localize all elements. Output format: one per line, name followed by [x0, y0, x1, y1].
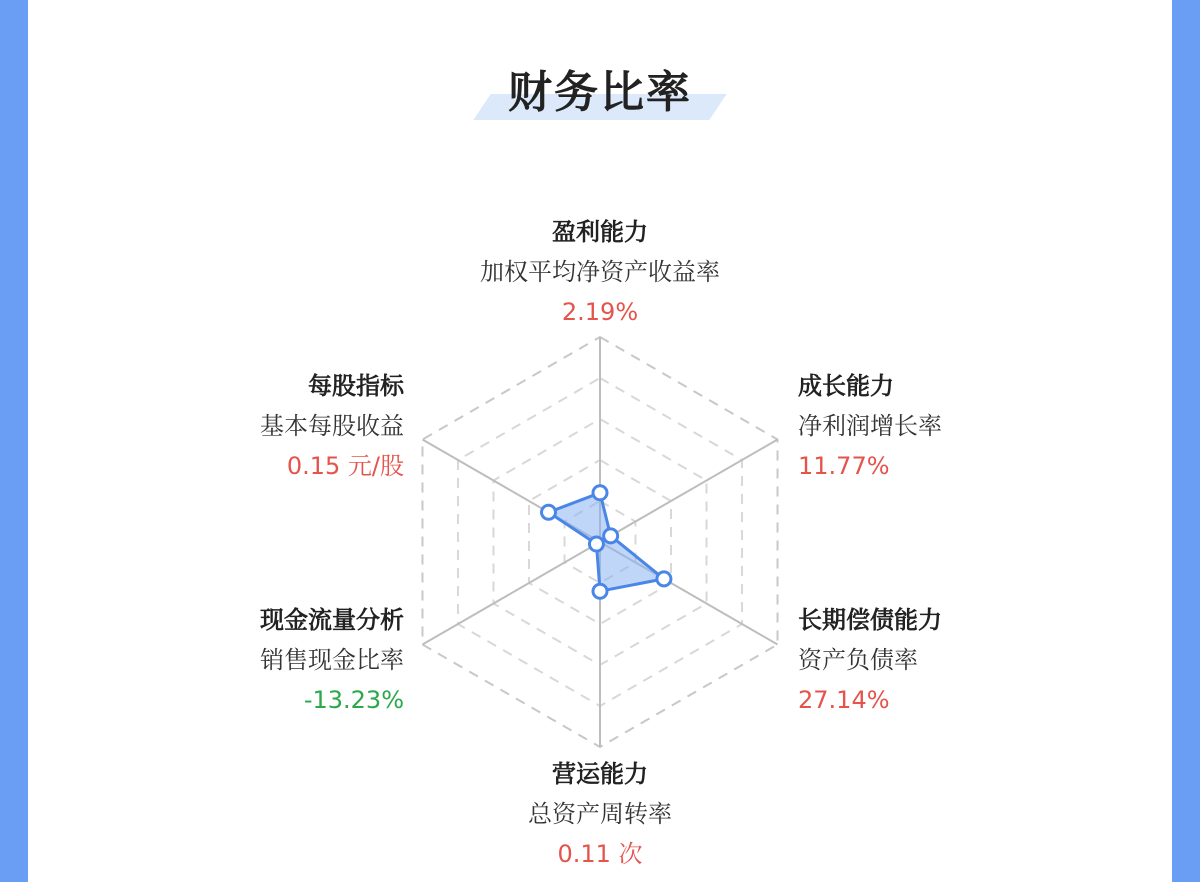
axis-label-solvency — [798, 600, 1058, 720]
axis-value: 11.77% — [798, 452, 890, 480]
axis-value: -13.23% — [303, 686, 404, 714]
axis-value: 2.19% — [561, 298, 639, 326]
axis-value: 27.14% — [798, 686, 890, 714]
axis-name: 营运能力 — [552, 760, 648, 788]
axis-value: 0.15 元/股 — [286, 452, 404, 480]
axis-line — [422, 542, 600, 645]
data-point — [542, 505, 556, 519]
data-point — [657, 572, 671, 586]
radar-series — [542, 486, 671, 598]
axis-metric: 净利润增长率 — [798, 412, 942, 440]
axis-label-profitability — [430, 212, 770, 332]
axis-label-growth — [798, 366, 1058, 486]
axis-metric: 资产负债率 — [798, 646, 918, 674]
axis-name: 成长能力 — [798, 372, 894, 400]
axis-label-operation — [430, 754, 770, 874]
axis-name: 现金流量分析 — [260, 606, 404, 634]
page-title: 财务比率 — [508, 67, 692, 118]
data-point — [589, 537, 603, 551]
axis-label-cashflow — [144, 600, 404, 720]
axis-line — [600, 440, 778, 543]
axis-metric: 基本每股收益 — [260, 412, 404, 440]
data-point — [593, 584, 607, 598]
axis-name: 盈利能力 — [552, 218, 648, 246]
axis-metric: 总资产周转率 — [528, 800, 672, 828]
axis-label-per-share — [144, 366, 404, 486]
axis-name: 每股指标 — [308, 372, 404, 400]
axis-value: 0.11 次 — [557, 840, 643, 868]
axis-metric: 加权平均净资产收益率 — [480, 258, 720, 286]
axis-name: 长期偿债能力 — [798, 606, 942, 634]
axis-metric: 销售现金比率 — [260, 646, 404, 674]
data-point — [593, 486, 607, 500]
data-point — [604, 529, 618, 543]
